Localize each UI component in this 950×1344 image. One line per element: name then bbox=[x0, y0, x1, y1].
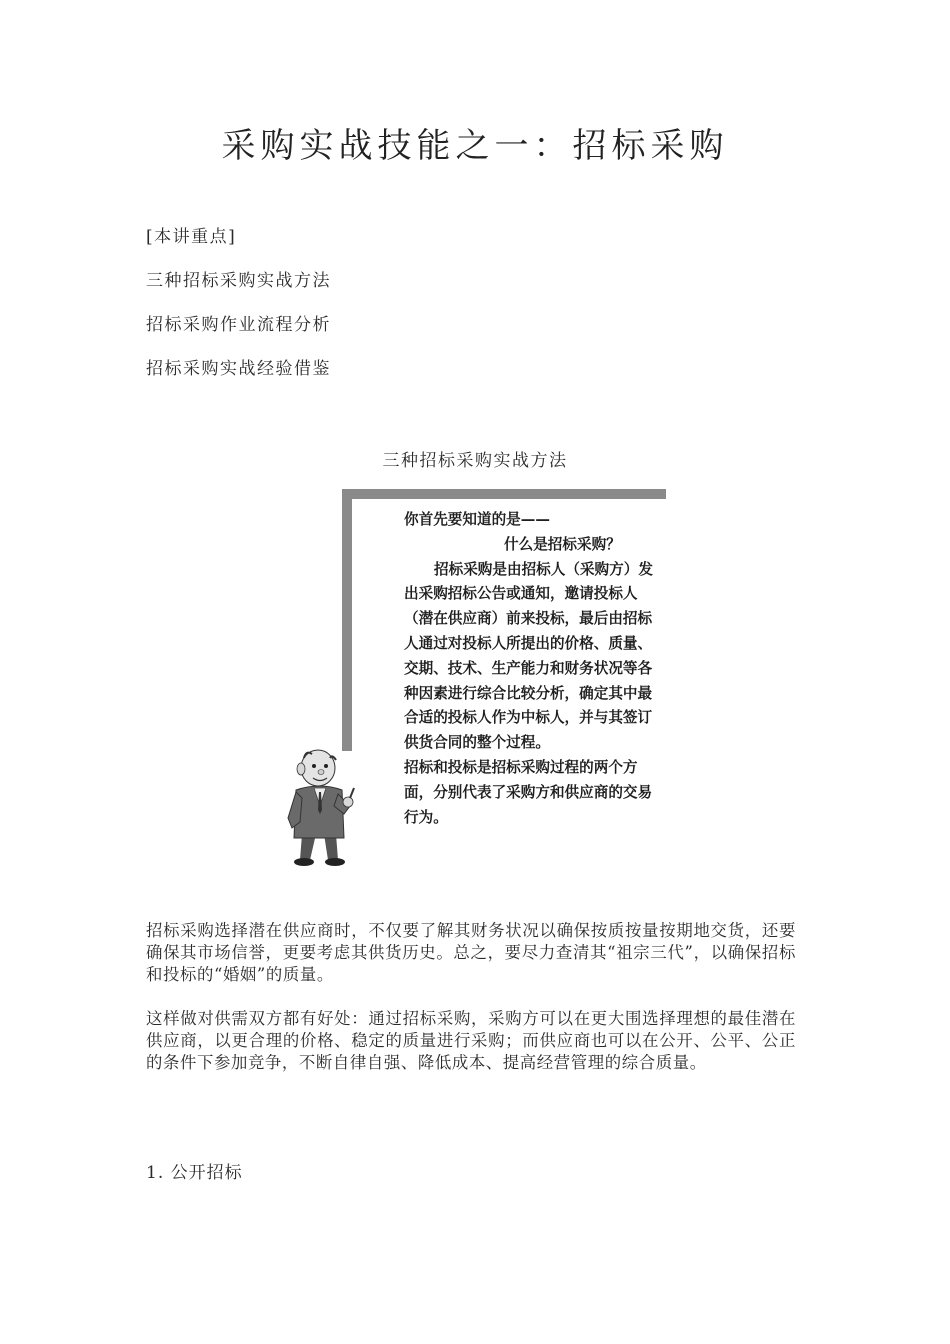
figure-caption: 三种招标采购实战方法 bbox=[382, 451, 568, 471]
callout-line-1: 你首先要知道的是—— bbox=[404, 511, 550, 528]
key-point-item: 招标采购作业流程分析 bbox=[146, 315, 331, 335]
callout-text-box bbox=[404, 508, 666, 830]
key-point-item: 三种招标采购实战方法 bbox=[146, 271, 331, 291]
body-paragraph: 招标采购选择潜在供应商时，不仅要了解其财务状况以确保按质按量按期地交货，还要确保其市场信誉，更要考虑其供货历史。总之，要尽力查清其“祖宗三代”，以确保招标和投标的“婚姻”的质量。 bbox=[146, 921, 796, 984]
cartoon-man-icon bbox=[280, 748, 360, 870]
key-points-heading: [本讲重点] bbox=[146, 227, 237, 247]
section-heading: 1. 公开招标 bbox=[146, 1163, 243, 1183]
key-points-list bbox=[146, 226, 331, 402]
callout-paragraph-1: 招标采购是由招标人（采购方）发出采购招标公告或通知，邀请投标人（潜在供应商）前来投标，最后由招标人通过对投标人所提出的价格、质量、交期、技术、生产能力和财务状况等各种因素进行综合比较分析，确定其中最合适的投标人作为中标人，并与其签订供货合同的整个过程。 bbox=[404, 560, 653, 752]
body-paragraph: 这样做对供需双方都有好处：通过招标采购，采购方可以在更大围选择理想的最佳潜在供应商，以更合理的价格、稳定的质量进行采购；而供应商也可以在公开、公平、公正的条件下参加竞争，不断自律自强、降低成本、提高经营管理的综合质量。 bbox=[146, 1009, 796, 1072]
document-title: 采购实战技能之一：招标采购 bbox=[221, 126, 729, 166]
frame-left-bar bbox=[342, 489, 352, 751]
illustration-figure bbox=[280, 488, 670, 872]
callout-question: 什么是招标采购？ bbox=[504, 535, 621, 553]
frame-top-bar bbox=[342, 489, 666, 499]
key-point-item: 招标采购实战经验借鉴 bbox=[146, 359, 331, 379]
callout-paragraph-2: 招标和投标是招标采购过程的两个方面，分别代表了采购方和供应商的交易行为。 bbox=[404, 758, 653, 826]
